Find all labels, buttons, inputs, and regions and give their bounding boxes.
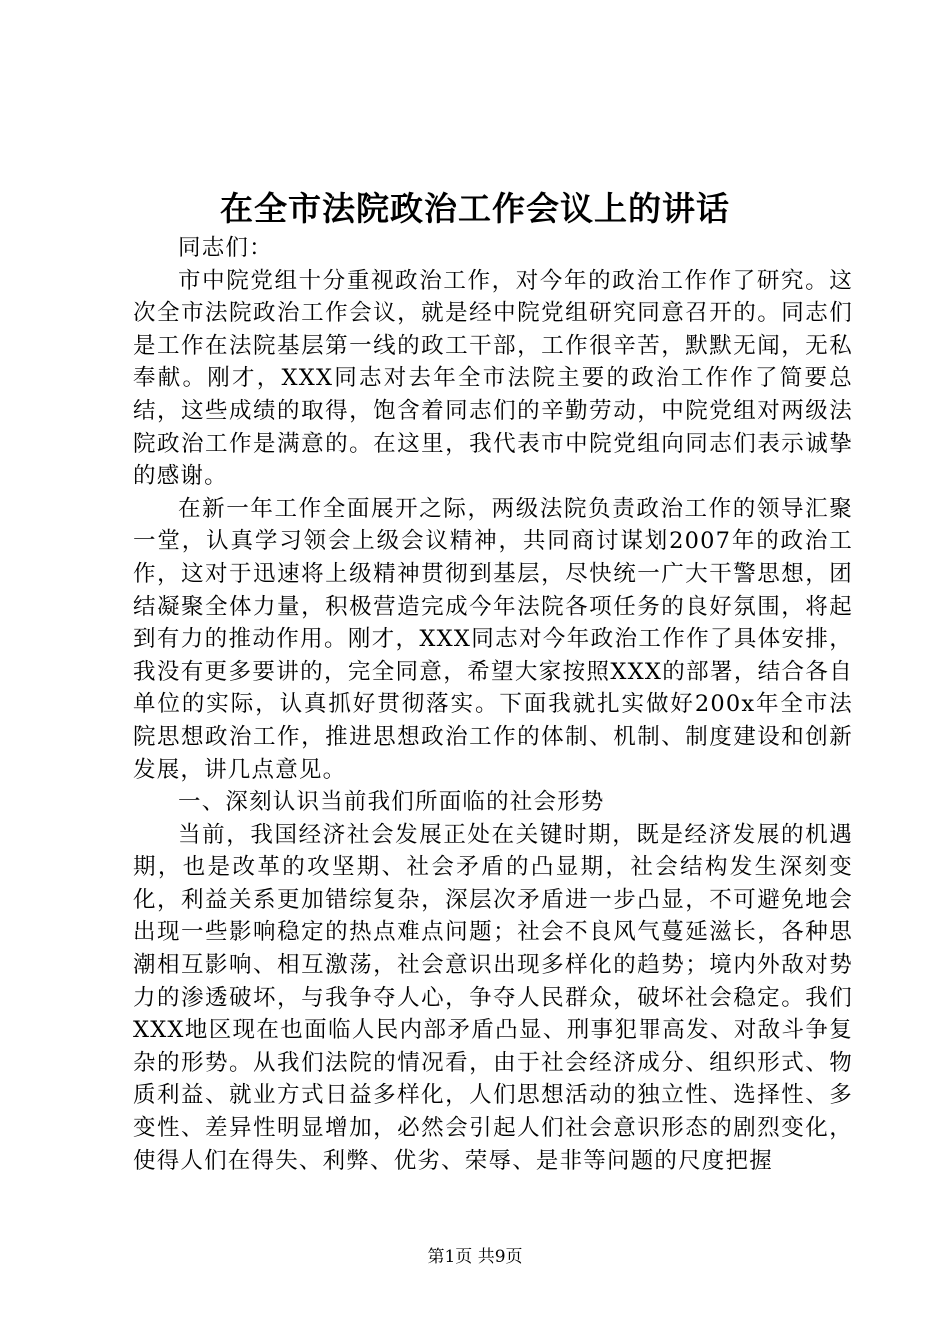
document-body bbox=[133, 232, 853, 1177]
body-paragraph: 市中院党组十分重视政治工作，对今年的政治工作作了研究。这次全市法院政治工作会议，就是经中院党组研究同意召开的。同志们是工作在法院基层第一线的政工干部，工作很辛苦，默默无闻，无私奉献。刚才，XXX同志对去年全市法院主要的政治工作作了简要总结，这些成绩的取得，饱含着同志们的辛勤劳动，中院党组对两级法院政治工作是满意的。在这里，我代表市中院党组向同志们表示诚挚的感谢。 bbox=[133, 267, 853, 490]
body-paragraph: 在新一年工作全面展开之际，两级法院负责政治工作的领导汇聚一堂，认真学习领会上级会议精神，共同商讨谋划2007年的政治工作，这对于迅速将上级精神贯彻到基层，尽快统一广大干警思想，团结凝聚全体力量，积极营造完成今年法院各项任务的良好氛围，将起到有力的推动作用。刚才，XXX同志对今年政治工作作了具体安排，我没有更多要讲的，完全同意，希望大家按照XXX的部署，结合各自单位的实际，认真抓好贯彻落实。下面我就扎实做好200x年全市法院思想政治工作，推进思想政治工作的体制、机制、制度建设和创新发展，讲几点意见。 bbox=[133, 495, 853, 783]
page-footer: 第1页 共9页 bbox=[427, 1247, 523, 1267]
greeting-paragraph: 同志们： bbox=[178, 235, 273, 261]
section-heading: 一、深刻认识当前我们所面临的社会形势 bbox=[178, 789, 605, 816]
body-paragraph: 当前，我国经济社会发展正处在关键时期，既是经济发展的机遇期，也是改革的攻坚期、社会矛盾的凸显期，社会结构发生深刻变化，利益关系更加错综复杂，深层次矛盾进一步凸显，不可避免地会出现一些影响稳定的热点难点问题；社会不良风气蔓延滋长，各种思潮相互影响、相互激荡，社会意识出现多样化的趋势；境内外敌对势力的渗透破坏，与我争夺人心，争夺人民群众，破坏社会稳定。我们XXX地区现在也面临人民内部矛盾凸显、刑事犯罪高发、对敌斗争复杂的形势。从我们法院的情况看，由于社会经济成分、组织形式、物质利益、就业方式日益多样化，人们思想活动的独立性、选择性、多变性、差异性明显增加，必然会引起人们社会意识形态的剧烈变化，使得人们在得失、利弊、优劣、荣辱、是非等问题的尺度把握 bbox=[133, 821, 853, 1174]
document-title: 在全市法院政治工作会议上的讲话 bbox=[220, 189, 730, 228]
